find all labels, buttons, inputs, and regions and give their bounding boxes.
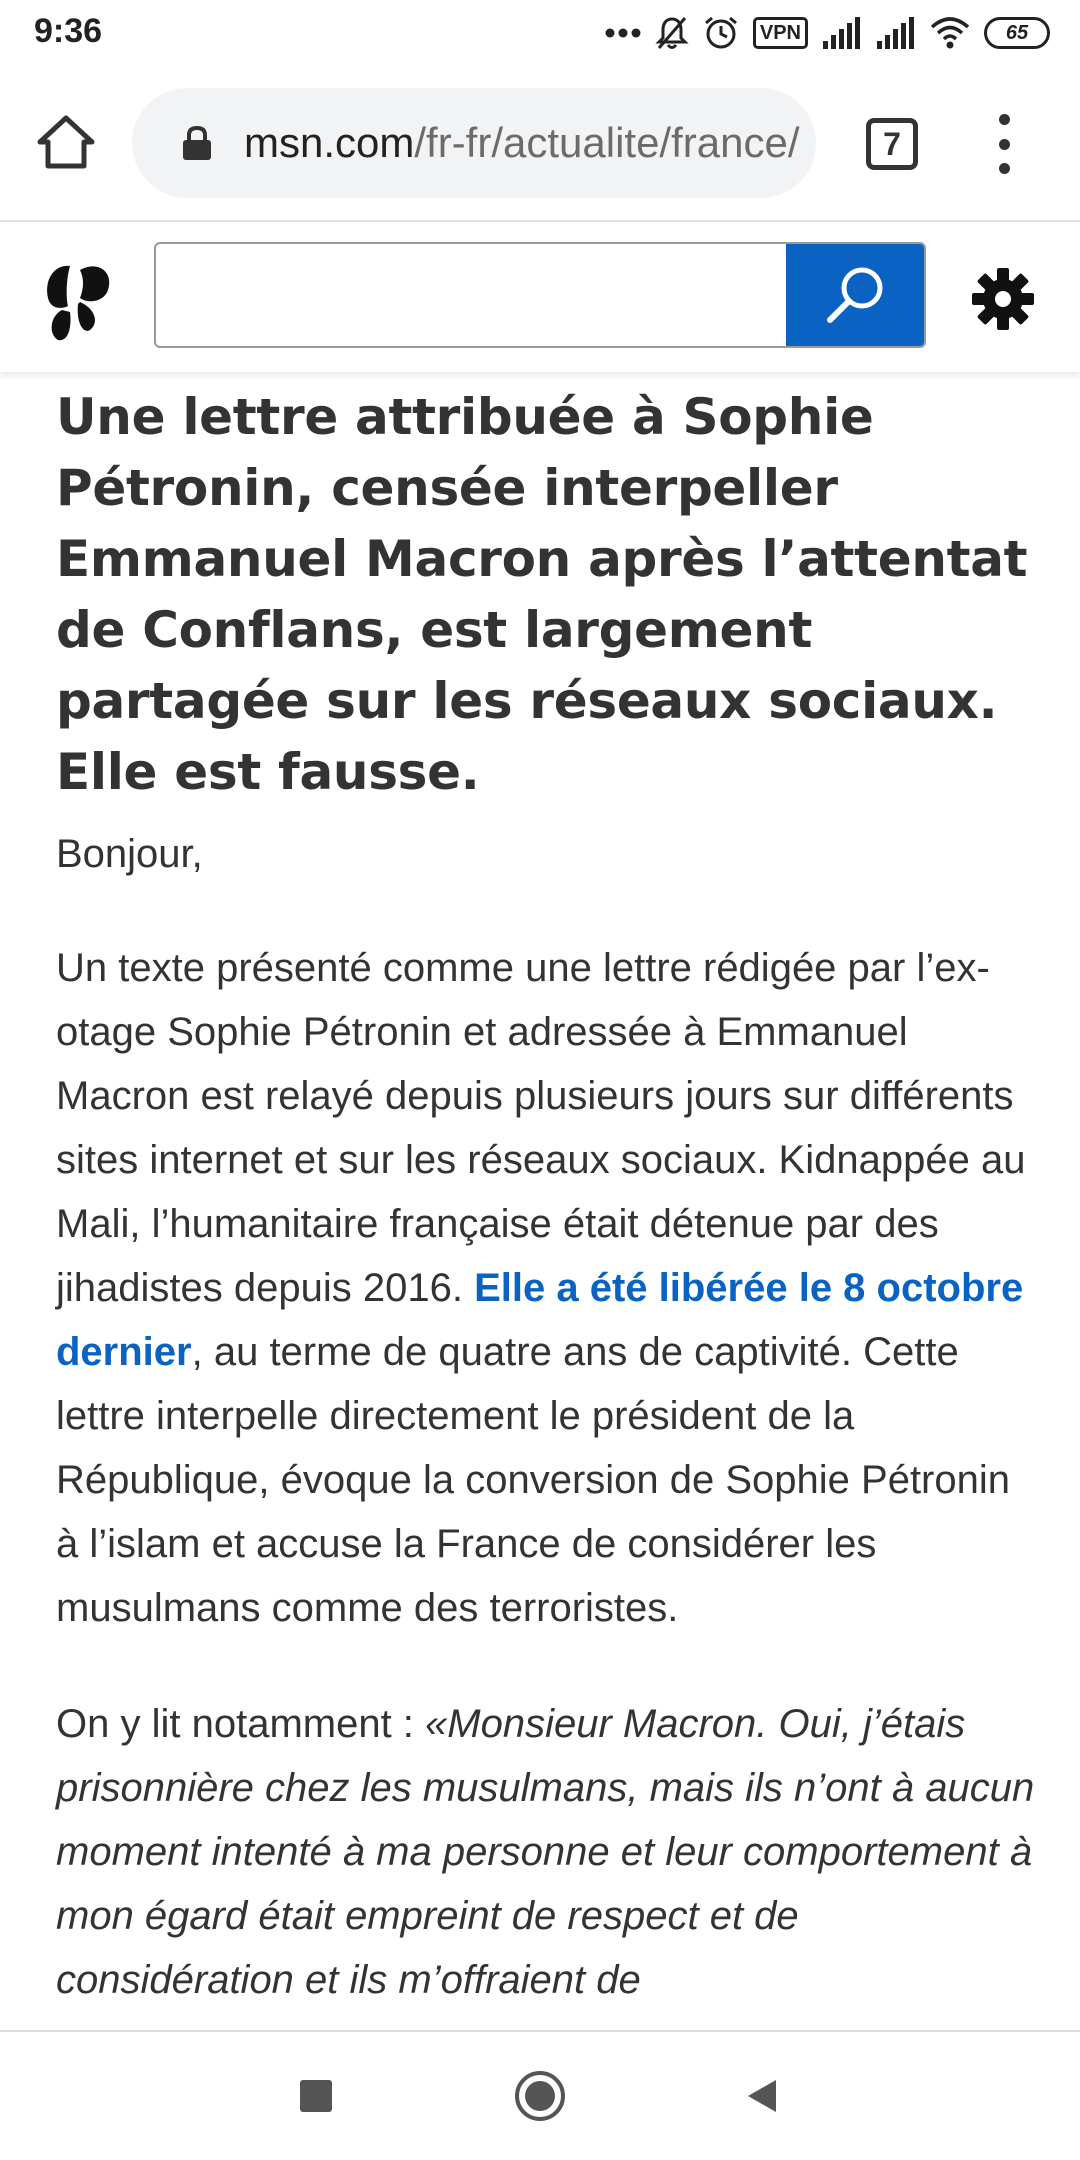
recent-apps-button[interactable] <box>286 2066 346 2126</box>
signal-icon <box>876 17 916 49</box>
back-button[interactable] <box>732 2066 792 2126</box>
search-box <box>154 242 926 348</box>
tab-count: 7 <box>883 125 901 162</box>
article-headline: Une lettre attribuée à Sophie Pétronin, censée interpeller Emmanuel Macron après l’attentat de Conflans, est largement partagée sur les réseaux sociaux. Elle est fausse. <box>56 388 1028 801</box>
more-dots-icon <box>605 27 641 39</box>
recent-apps-icon <box>298 2078 334 2114</box>
home-icon <box>36 114 96 170</box>
msn-butterfly-logo[interactable] <box>40 258 114 342</box>
system-nav-bar <box>0 2030 1080 2160</box>
msn-header <box>0 222 1080 372</box>
home-button[interactable] <box>34 110 98 174</box>
lock-icon <box>180 125 214 161</box>
wifi-icon <box>930 17 970 49</box>
article-body <box>56 372 1040 2012</box>
back-triangle-icon <box>744 2076 780 2116</box>
address-bar[interactable] <box>132 88 816 198</box>
letter-quote: «Monsieur Macron. Oui, j’étais prisonnière chez les musulmans, mais ils n’ont à aucun moment intenté à ma personne et leur comportement à mon égard était empreint de respect et de considération et ils m’offraient de <box>56 1702 1035 2002</box>
search-icon <box>820 260 890 330</box>
bell-off-icon <box>655 15 689 51</box>
browser-toolbar <box>0 66 1080 222</box>
alarm-icon <box>703 15 739 51</box>
tabs-button[interactable] <box>866 118 918 170</box>
url-text <box>244 119 800 167</box>
gear-icon[interactable] <box>970 266 1036 332</box>
vpn-badge: VPN <box>753 17 808 49</box>
status-bar <box>0 0 1080 66</box>
status-icons <box>605 10 1050 56</box>
url-path: /fr-fr/actualite/france/ <box>414 119 800 166</box>
article-paragraph <box>56 1692 1040 2012</box>
more-vert-icon[interactable] <box>984 114 1024 174</box>
search-input[interactable] <box>156 244 788 346</box>
paragraph-text: On y lit notamment : <box>56 1702 426 1746</box>
paragraph-text: Un texte présenté comme une lettre rédigée par l’ex-otage Sophie Pétronin et adressée à Emmanuel Macron est relayé depuis plusieurs jours sur différents sites internet et sur les réseaux sociaux. Kidnappée au Mali, l’humanitaire française était détenue par des jihadistes depuis 2016. <box>56 946 1026 1310</box>
battery-level: 65 <box>1005 21 1029 44</box>
home-nav-button[interactable] <box>510 2066 570 2126</box>
search-button[interactable] <box>786 244 924 346</box>
url-domain: msn.com <box>244 119 415 166</box>
paragraph-text: , au terme de quatre ans de captivité. Cette lettre interpelle directement le président de la République, évoque la conversion de Sophie Pétronin à l’islam et accuse la France de considérer les musulmans comme des terroristes. <box>56 1330 1011 1630</box>
status-time: 9:36 <box>34 12 103 50</box>
battery-icon <box>984 17 1050 49</box>
home-circle-icon <box>513 2069 567 2123</box>
signal-icon <box>822 17 862 49</box>
article-greeting: Bonjour, <box>56 832 203 876</box>
liberation-link[interactable]: Elle a été libérée le 8 octobre dernier <box>56 1266 1024 1374</box>
article-paragraph <box>56 936 1040 1640</box>
